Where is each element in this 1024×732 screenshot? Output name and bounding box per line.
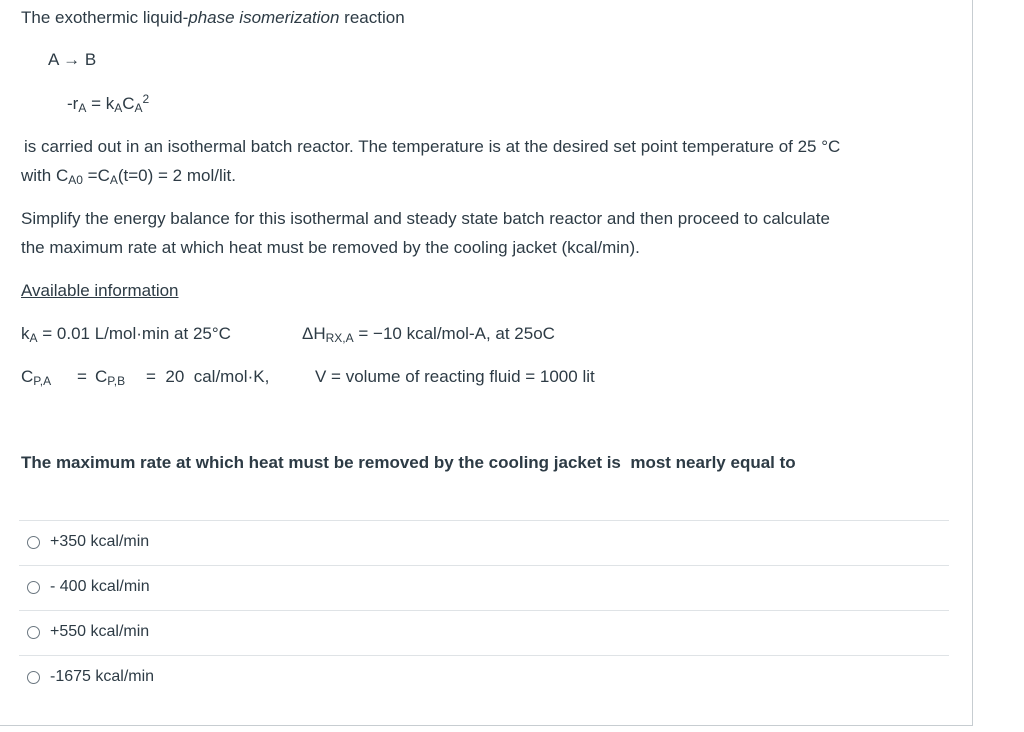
rate-c: C: [122, 94, 135, 113]
dh-sub: RX,A: [325, 331, 354, 345]
dh-text: ΔH: [302, 324, 326, 343]
radio-button-icon[interactable]: [27, 626, 40, 639]
rate-exponent: 2: [142, 92, 150, 106]
k-text: k: [21, 324, 30, 343]
question-intro: [21, 7, 405, 29]
rate-r-sub: A: [78, 101, 87, 115]
rate-k: = k: [86, 94, 115, 113]
cpa-text: C: [21, 367, 34, 386]
ca-sub: A: [109, 173, 118, 187]
cao-sub: A0: [68, 173, 83, 187]
rate-k-sub: A: [114, 101, 123, 115]
instruction-line-1: Simplify the energy balance for this isothermal and steady state batch reactor and then proceed to calculate: [21, 209, 830, 228]
instruction-line-2: the maximum rate at which heat must be removed by the cooling jacket (kcal/min).: [21, 238, 640, 257]
answer-label[interactable]: - 400 kcal/min: [50, 578, 150, 595]
answer-option[interactable]: [19, 565, 949, 610]
description-line-2: [21, 165, 236, 187]
cao-text: with C: [21, 166, 69, 185]
answer-list: [19, 520, 949, 700]
cpb-text: C: [95, 367, 108, 386]
heat-of-reaction-info: [302, 323, 555, 345]
rate-r: -r: [67, 94, 79, 113]
cpa-sub: P,A: [33, 374, 52, 388]
reactant-a: A: [48, 50, 59, 69]
rate-law: [67, 93, 149, 115]
rate-c-sub: A: [134, 101, 143, 115]
heat-capacity-value: = 20 cal/mol·K,: [146, 367, 270, 386]
k-value: = 0.01 L/mol·min at 25°C: [37, 324, 231, 343]
product-b: B: [84, 50, 97, 69]
answer-option[interactable]: [19, 610, 949, 655]
heat-capacity-equals: =: [77, 367, 87, 386]
description-line-1: is carried out in an isothermal batch reactor. The temperature is at the desired set point temperature of 25 °C: [24, 137, 841, 156]
reaction-equation: [48, 49, 96, 71]
radio-button-icon[interactable]: [27, 581, 40, 594]
heat-capacity-a: [21, 366, 51, 388]
answer-option[interactable]: [19, 520, 949, 565]
radio-button-icon[interactable]: [27, 671, 40, 684]
intro-text-end: reaction: [339, 8, 405, 27]
rate-constant-info: [21, 323, 231, 345]
available-info-heading: Available information: [21, 281, 179, 300]
answer-option[interactable]: [19, 655, 949, 700]
answer-label[interactable]: +350 kcal/min: [50, 533, 150, 550]
volume-info: V = volume of reacting fluid = 1000 lit: [315, 367, 595, 386]
ca-text: =C: [82, 166, 110, 185]
ca-value: (t=0) = 2 mol/lit.: [117, 166, 236, 185]
cpb-sub: P,B: [107, 374, 126, 388]
radio-button-icon[interactable]: [27, 536, 40, 549]
question-prompt: The maximum rate at which heat must be removed by the cooling jacket is most nearly equal to: [21, 453, 796, 472]
heat-capacity-b: [95, 366, 125, 388]
dh-value: = −10 kcal/mol-A, at 25oC: [353, 324, 555, 343]
answer-label[interactable]: +550 kcal/min: [50, 623, 150, 640]
k-sub: A: [29, 331, 38, 345]
intro-italic-text: phase isomerization: [188, 8, 340, 27]
reaction-arrow-icon: →: [63, 50, 81, 69]
intro-text: The exothermic liquid-: [21, 8, 189, 27]
answer-label[interactable]: -1675 kcal/min: [50, 668, 155, 685]
